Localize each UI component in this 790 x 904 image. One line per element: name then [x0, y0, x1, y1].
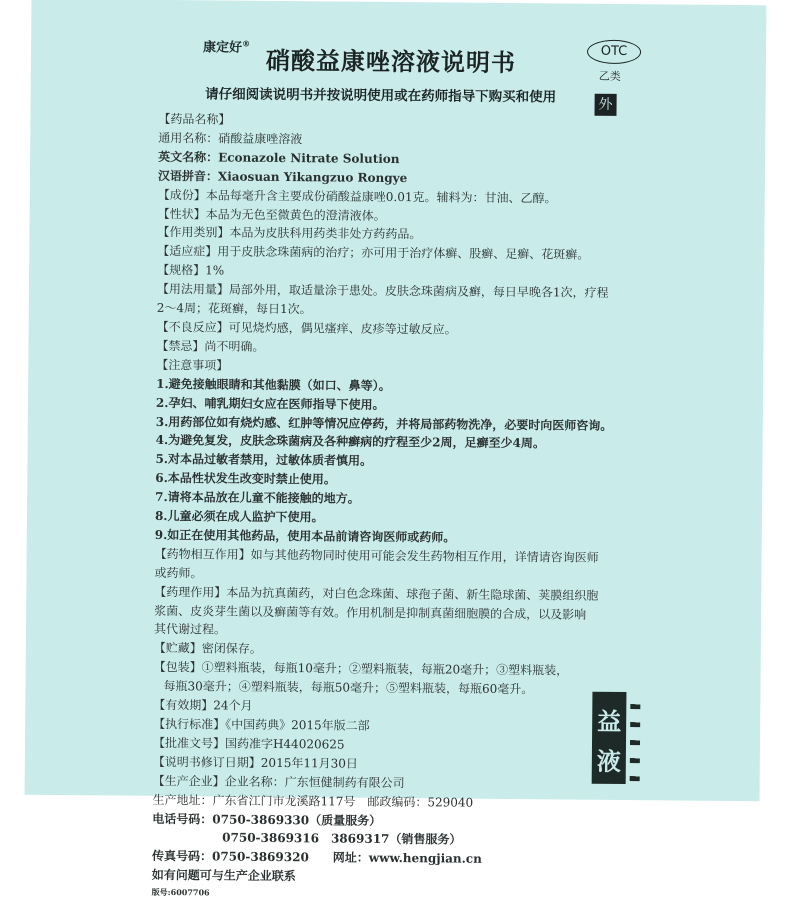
otc-badge: OTC	[587, 40, 641, 64]
text-line: 或药师。	[154, 565, 203, 581]
logo-char-top: 益	[597, 707, 622, 736]
text-line: 【药品名称】	[158, 111, 231, 127]
text-line: 【规格】1%	[157, 263, 225, 278]
text-line: 如有问题可与生产企业联系	[151, 868, 296, 884]
otc-class-label: 乙类	[598, 69, 621, 83]
text-line: 【批准文号】国药准字H44020625	[152, 735, 345, 752]
text-line: 2.孕妇、哺乳期妇女应在医师指导下使用。	[155, 395, 385, 412]
text-line: 【药理作用】本品为抗真菌药，对白色念珠菌、球孢子菌、新生隐球菌、荚膜组织胞	[154, 584, 599, 603]
logo-bar	[630, 704, 640, 709]
text-line: 5.对本品过敏者禁用，过敏体质者慎用。	[155, 452, 373, 469]
text-line: 8.儿童必须在成人监护下使用。	[154, 508, 324, 525]
text-line: 【执行标准】《中国药典》2015年版二部	[153, 716, 370, 733]
text-line: 9.如正在使用其他药品，使用本品前请咨询医师或药师。	[154, 527, 456, 545]
text-line: 每瓶30毫升；④塑料瓶装，每瓶50毫升；⑤塑料瓶装，每瓶60毫升。	[163, 679, 534, 697]
logo-bar	[630, 776, 640, 781]
text-line: 【生产企业】企业名称：广东恒健制药有限公司	[152, 773, 405, 790]
text-line: 生产地址：广东省江门市龙溪路117号 邮政编码：529040	[152, 792, 474, 810]
text-line: 【性状】本品为无色至微黄色的澄清液体。	[157, 206, 386, 223]
text-line: 【说明书修订日期】2015年11月30日	[152, 754, 358, 771]
text-line: 汉语拼音：Xiaosuan Yikangzuo Rongye	[157, 168, 408, 185]
logo-bar	[630, 758, 640, 763]
leaflet-sheet	[25, 0, 767, 898]
text-line: 1.避免接触眼睛和其他黏膜（如口、鼻等）。	[156, 376, 391, 393]
text-line: 版号:6007706	[151, 887, 210, 898]
leaflet-body	[152, 110, 704, 904]
text-line: 【包装】①塑料瓶装，每瓶10毫升；②塑料瓶装，每瓶20毫升；③塑料瓶装，	[153, 660, 569, 678]
external-use-badge: 外	[594, 94, 616, 116]
text-line: 浆菌、皮炎芽生菌以及癣菌等有效。作用机制是抑制真菌细胞膜的合成，以及影响	[154, 603, 587, 622]
text-line: 【注意事项】	[156, 357, 229, 373]
text-line: 【贮藏】密闭保存。	[153, 641, 262, 657]
logo-bar	[630, 722, 640, 727]
text-line: 英文名称：Econazole Nitrate Solution	[158, 149, 400, 166]
text-line: 通用名称：硝酸益康唑溶液	[158, 130, 303, 147]
text-line: 2～4周；花斑癣，每日1次。	[156, 300, 312, 317]
document-title: 硝酸益康唑溶液说明书	[265, 46, 517, 78]
text-line: 3.用药部位如有烧灼感、红肿等情况应停药，并将局部药物洗净，必要时向医师咨询。	[155, 414, 613, 433]
product-logo	[592, 692, 641, 784]
text-line: 【适应症】用于皮肤念珠菌病的治疗；亦可用于治疗体癣、股癣、足癣、花斑癣。	[157, 244, 590, 263]
logo-char-bottom: 液	[596, 747, 621, 776]
text-line: 电话号码：0750-3869330（质量服务）	[152, 811, 382, 828]
text-line: 【成份】本品每毫升含主要成份硝酸益康唑0.01克。辅料为：甘油、乙醇。	[157, 187, 557, 206]
text-line: 【禁忌】尚不明确。	[156, 338, 265, 354]
text-line: 【作用类别】本品为皮肤科用药类非处方药药品。	[157, 225, 422, 242]
text-line: 6.本品性状发生改变时禁止使用。	[155, 471, 336, 487]
text-line: 其代谢过程。	[153, 622, 227, 637]
text-line: 【有效期】24个月	[153, 697, 253, 713]
text-line: 【用法用量】局部外用，取适量涂于患处。皮肤念珠菌病及癣，每日早晚各1次，疗程	[156, 282, 609, 301]
text-line: 0750-3869316 3869317（销售服务）	[222, 830, 462, 848]
text-line: 传真号码：0750-3869320 网址：www.hengjian.cn	[151, 849, 482, 867]
text-line: 4.为避免复发，皮肤念珠菌病及各种癣病的疗程至少2周，足癣至少4周。	[155, 433, 545, 451]
text-line: 7.请将本品放在儿童不能接触的地方。	[155, 490, 360, 506]
text-line: 【药物相互作用】如与其他药物同时使用可能会发生药物相互作用，详情请咨询医师	[154, 546, 599, 565]
registered-mark: ®	[242, 39, 251, 49]
brand-name: 康定好®	[203, 39, 251, 56]
text-line: 【不良反应】可见烧灼感，偶见瘙痒、皮疹等过敏反应。	[156, 319, 457, 337]
usage-notice: 请仔细阅读说明书并按说明使用或在药师指导下购买和使用	[205, 86, 557, 106]
logo-bar	[630, 740, 640, 745]
